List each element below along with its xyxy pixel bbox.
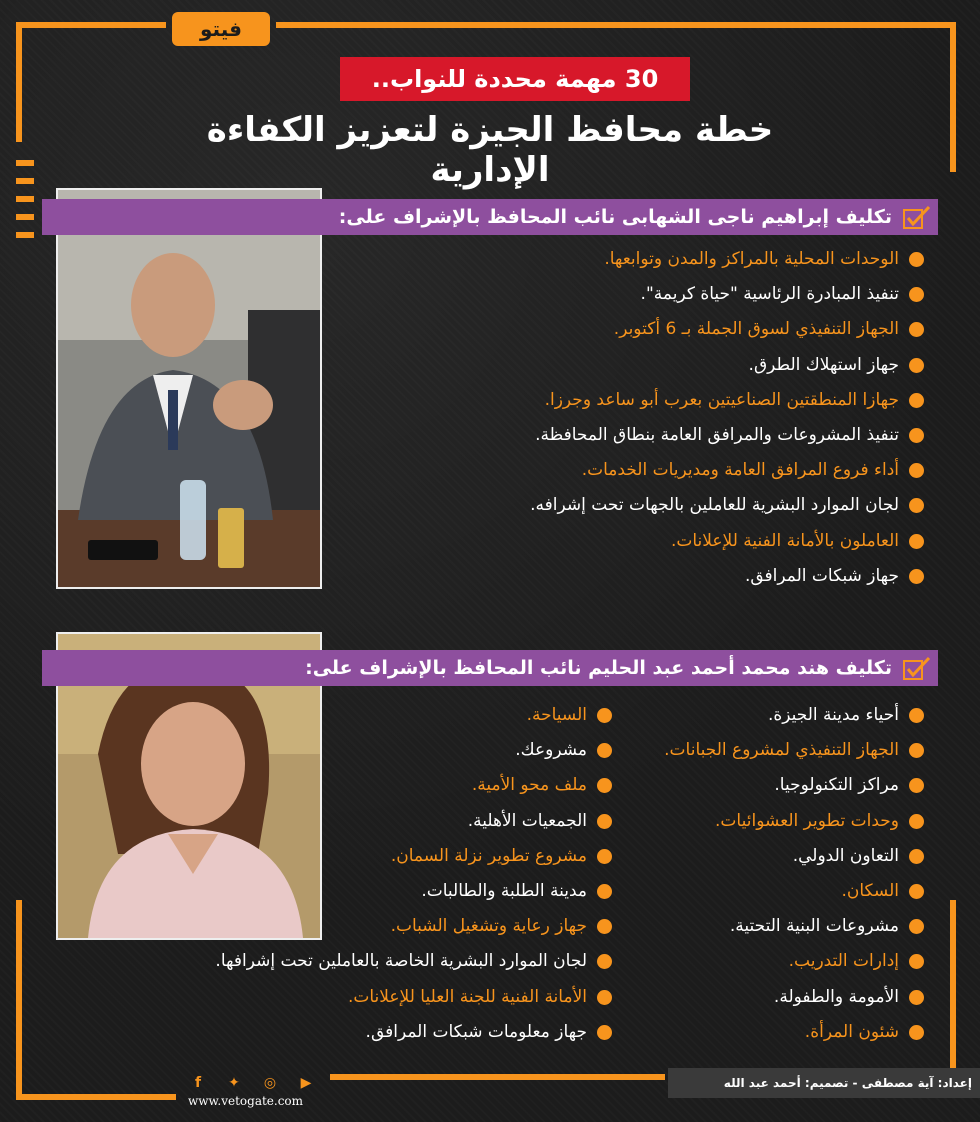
frame-bottom-left xyxy=(16,1094,176,1100)
list-item: جهاز استهلاك الطرق. xyxy=(344,348,924,383)
bullet-icon xyxy=(597,919,612,934)
checkbox-icon xyxy=(902,204,932,230)
bullet-icon xyxy=(909,954,924,969)
frame-left-top xyxy=(16,22,22,142)
list-item: التعاون الدولي. xyxy=(604,839,924,874)
bullet-icon xyxy=(597,743,612,758)
facebook-icon[interactable]: f xyxy=(194,1075,202,1091)
page-title: خطة محافظ الجيزة لتعزيز الكفاءة الإدارية xyxy=(206,110,774,190)
bullet-icon xyxy=(597,814,612,829)
bullet-icon xyxy=(909,1025,924,1040)
list-item: ملف محو الأمية. xyxy=(142,768,612,803)
list-item: مشروعات البنية التحتية. xyxy=(604,909,924,944)
list-item: السكان. xyxy=(604,874,924,909)
list-item: جهاز رعاية وتشغيل الشباب. xyxy=(142,909,612,944)
bullet-icon xyxy=(597,954,612,969)
section2-heading: تكليف هند محمد أحمد عبد الحليم نائب المحافظ بالإشراف على: xyxy=(305,657,892,679)
list-item: جهاز معلومات شبكات المرافق. xyxy=(142,1015,612,1050)
list-item: لجان الموارد البشرية للعاملين بالجهات تحت إشرافه. xyxy=(344,488,924,523)
list-item: مراكز التكنولوجيا. xyxy=(604,768,924,803)
frame-top-left xyxy=(16,22,166,28)
bullet-icon xyxy=(909,534,924,549)
bullet-icon xyxy=(909,990,924,1005)
bullet-icon xyxy=(909,252,924,267)
tagline-banner: 30 مهمة محددة للنواب.. xyxy=(340,57,690,101)
bullet-icon xyxy=(909,919,924,934)
vetogate-logo: فيتو xyxy=(172,12,270,46)
bullet-icon xyxy=(909,287,924,302)
list-item: العاملون بالأمانة الفنية للإعلانات. xyxy=(344,524,924,559)
bullet-icon xyxy=(909,569,924,584)
section2-banner xyxy=(42,650,938,686)
frame-dash xyxy=(16,160,34,166)
credits-bar xyxy=(668,1068,980,1098)
deputy-photo-man xyxy=(56,188,322,589)
bullet-icon xyxy=(909,708,924,723)
frame-right-bottom xyxy=(950,900,956,1070)
bullet-icon xyxy=(597,1025,612,1040)
frame-dash xyxy=(16,214,34,220)
list-item: السياحة. xyxy=(142,698,612,733)
list-item: وحدات تطوير العشوائيات. xyxy=(604,804,924,839)
instagram-icon[interactable]: ◎ xyxy=(263,1075,277,1091)
list-item: مشروعك. xyxy=(142,733,612,768)
bullet-icon xyxy=(909,849,924,864)
section2-right-list xyxy=(604,698,924,1050)
frame-dash xyxy=(16,196,34,202)
list-item: الجمعيات الأهلية. xyxy=(142,804,612,839)
list-item: أداء فروع المرافق العامة ومديريات الخدمات. xyxy=(344,453,924,488)
section2-left-list xyxy=(142,698,612,1050)
credits-text: إعداد: آية مصطفى - تصميم: أحمد عبد الله xyxy=(723,1076,972,1090)
list-item: تنفيذ المشروعات والمرافق العامة بنطاق المحافظة. xyxy=(344,418,924,453)
bullet-icon xyxy=(909,814,924,829)
bullet-icon xyxy=(909,498,924,513)
frame-dash xyxy=(16,178,34,184)
youtube-icon[interactable]: ▶ xyxy=(300,1075,312,1091)
list-item: جهازا المنطقتين الصناعيتين بعرب أبو ساعد وجرزا. xyxy=(344,383,924,418)
list-item: الجهاز التنفيذي لسوق الجملة بـ 6 أكتوبر. xyxy=(344,312,924,347)
social-links xyxy=(188,1074,316,1092)
list-item: شئون المرأة. xyxy=(604,1015,924,1050)
list-item: مدينة الطلبة والطالبات. xyxy=(142,874,612,909)
list-item: لجان الموارد البشرية الخاصة بالعاملين تحت إشرافها. xyxy=(142,944,612,979)
checkbox-icon xyxy=(902,655,932,681)
bullet-icon xyxy=(909,393,924,408)
list-item: الوحدات المحلية بالمراكز والمدن وتوابعها. xyxy=(344,242,924,277)
bullet-icon xyxy=(909,358,924,373)
list-item: الأمومة والطفولة. xyxy=(604,980,924,1015)
list-item: الأمانة الفنية للجنة العليا للإعلانات. xyxy=(142,980,612,1015)
twitter-icon[interactable]: ✦ xyxy=(228,1075,240,1091)
bullet-icon xyxy=(597,778,612,793)
section1-heading: تكليف إبراهيم ناجى الشهابى نائب المحافظ بالإشراف على: xyxy=(338,206,892,228)
frame-dash xyxy=(16,232,34,238)
frame-top-right xyxy=(276,22,956,28)
list-item: الجهاز التنفيذي لمشروع الجبانات. xyxy=(604,733,924,768)
bullet-icon xyxy=(909,884,924,899)
list-item: أحياء مدينة الجيزة. xyxy=(604,698,924,733)
bullet-icon xyxy=(597,990,612,1005)
list-item: مشروع تطوير نزلة السمان. xyxy=(142,839,612,874)
bullet-icon xyxy=(909,322,924,337)
bullet-icon xyxy=(597,708,612,723)
bullet-icon xyxy=(597,884,612,899)
frame-left-bottom xyxy=(16,900,22,1100)
list-item: تنفيذ المبادرة الرئاسية "حياة كريمة". xyxy=(344,277,924,312)
website-link[interactable]: www.vetogate.com xyxy=(188,1094,304,1108)
list-item: إدارات التدريب. xyxy=(604,944,924,979)
section1-banner xyxy=(42,199,938,235)
frame-right-top xyxy=(950,22,956,172)
bullet-icon xyxy=(909,428,924,443)
bullet-icon xyxy=(597,849,612,864)
frame-bottom-mid xyxy=(330,1074,665,1080)
list-item: جهاز شبكات المرافق. xyxy=(344,559,924,594)
bullet-icon xyxy=(909,463,924,478)
bullet-icon xyxy=(909,743,924,758)
section1-list xyxy=(344,242,924,594)
bullet-icon xyxy=(909,778,924,793)
